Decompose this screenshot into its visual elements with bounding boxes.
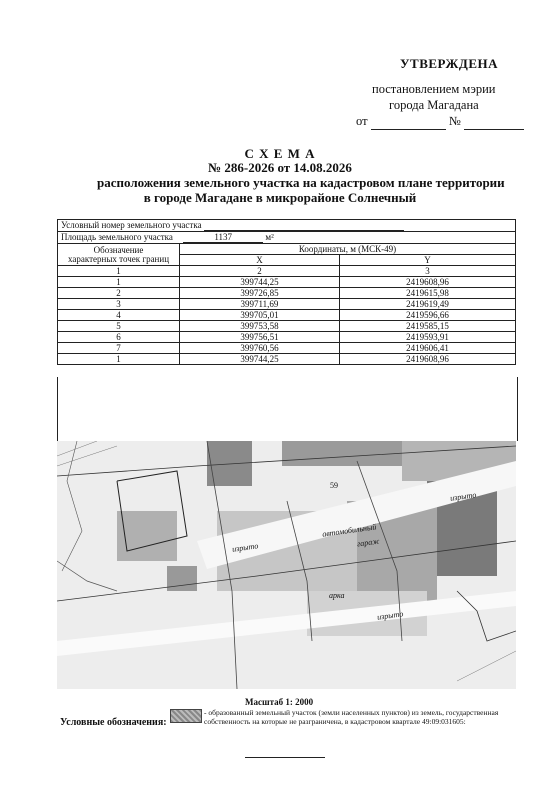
coord-y: 2419608,96 [339, 354, 515, 365]
coord-x: 399760,56 [180, 343, 340, 354]
table-row [58, 321, 516, 332]
point-number: 4 [58, 310, 180, 321]
coords-header: Координаты, м (МСК-49) [180, 244, 516, 255]
schema-subtitle-2: в городе Магадане в микрорайоне Солнечный [143, 190, 417, 205]
table-row [58, 310, 516, 321]
map-scale: Масштаб 1: 2000 [245, 697, 314, 707]
designation-header-1: Обозначение [93, 244, 144, 255]
number-blank [464, 114, 524, 130]
map-label: 59 [330, 481, 338, 490]
cadastral-map [57, 441, 516, 689]
coord-x: 399705,01 [180, 310, 340, 321]
index-cell: 2 [180, 266, 340, 277]
point-number: 2 [58, 288, 180, 299]
resolution-text: постановлением мэрии [372, 82, 496, 96]
coordinates-table [57, 219, 516, 365]
schema-subtitle-1: расположения земельного участка на кадастровом плане территории [97, 175, 505, 190]
coord-x: 399744,25 [180, 354, 340, 365]
map-label: изрыто [376, 609, 404, 622]
coord-y: 2419619,49 [339, 299, 515, 310]
map-label: изрыто [449, 490, 477, 503]
map-label: автомобильный [321, 522, 377, 539]
index-cell: 3 [339, 266, 515, 277]
conditional-number-blank [204, 220, 404, 231]
legend-swatch [170, 709, 202, 723]
legend-label: Условные обозначения: [60, 717, 167, 728]
number-sign: № [448, 114, 461, 128]
map-label: арка [329, 591, 345, 600]
area-unit: м² [265, 232, 274, 242]
schema-title: С Х Е М А [244, 146, 316, 161]
coord-y: 2419615,98 [339, 288, 515, 299]
designation-header-2: характерных точек границ [67, 253, 170, 264]
date-blank [371, 114, 446, 130]
map-parcel [117, 511, 177, 561]
table-row [58, 354, 516, 365]
table-row [58, 343, 516, 354]
point-number: 5 [58, 321, 180, 332]
point-number: 1 [58, 277, 180, 288]
coord-x: 399726,85 [180, 288, 340, 299]
coord-x: 399756,51 [180, 332, 340, 343]
map-parcel [167, 566, 197, 591]
area-value: 1137 [183, 232, 263, 243]
map-label: изрыто [231, 541, 259, 554]
footer-rule [245, 757, 325, 758]
conditional-number-row [58, 220, 516, 232]
table-row [58, 288, 516, 299]
y-header: Y [339, 255, 515, 266]
city-text: города Магадана [389, 98, 479, 112]
designation-header [58, 244, 180, 266]
coord-y: 2419593,91 [339, 332, 515, 343]
coord-x: 399711,69 [180, 299, 340, 310]
date-number-line [356, 114, 524, 130]
table-row [58, 277, 516, 288]
coord-y: 2419596,66 [339, 310, 515, 321]
coord-y: 2419608,96 [339, 277, 515, 288]
point-number: 3 [58, 299, 180, 310]
schema-number: № 286-2026 от 14.08.2026 [208, 160, 352, 175]
x-header: X [180, 255, 340, 266]
area-row [58, 232, 516, 244]
legend-text-1: - образованный земельный участок (земли населенных пунктов) из земель, государственная [204, 708, 499, 717]
map-drawing [57, 441, 516, 689]
area-label: Площадь земельного участка [61, 232, 173, 242]
point-number: 7 [58, 343, 180, 354]
conditional-number-label: Условный номер земельного участка [61, 220, 202, 230]
approved-heading: УТВЕРЖДЕНА [400, 56, 499, 71]
coord-x: 399744,25 [180, 277, 340, 288]
table-frame-extension [57, 377, 518, 441]
table-row [58, 332, 516, 343]
legend-description [204, 708, 514, 726]
map-label: гараж [356, 536, 381, 549]
from-label: от [356, 114, 368, 128]
coord-x: 399753,58 [180, 321, 340, 332]
legend-text-2: собственность на которые не разграничена, в кадастровом квартале 49:09:031605: [204, 717, 466, 726]
index-cell: 1 [58, 266, 180, 277]
coord-y: 2419606,41 [339, 343, 515, 354]
table-row [58, 299, 516, 310]
point-number: 1 [58, 354, 180, 365]
map-parcel [282, 441, 402, 466]
point-number: 6 [58, 332, 180, 343]
coord-y: 2419585,15 [339, 321, 515, 332]
